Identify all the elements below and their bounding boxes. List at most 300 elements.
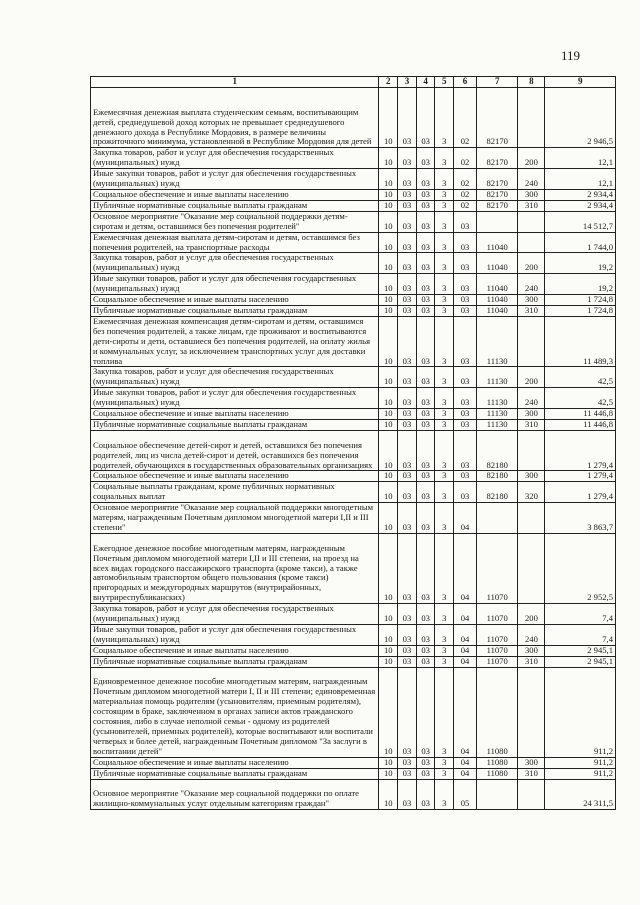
direction-cell — [476, 779, 518, 810]
table-row — [91, 779, 616, 810]
measure-cell: 03 — [454, 232, 477, 253]
direction-cell: 82170 — [476, 200, 518, 211]
subprogram-cell: 3 — [435, 419, 454, 430]
section-cell: 10 — [379, 190, 398, 201]
section-cell: 10 — [379, 503, 398, 534]
subprogram-cell: 3 — [435, 779, 454, 810]
table-body — [91, 88, 616, 810]
row-name-cell: Публичные нормативные социальные выплаты гражданам — [91, 305, 379, 316]
section-cell: 10 — [379, 388, 398, 409]
direction-cell: 82180 — [476, 471, 518, 482]
direction-cell: 11130 — [476, 409, 518, 420]
section-cell: 10 — [379, 645, 398, 656]
program-cell: 03 — [416, 367, 435, 388]
section-cell: 10 — [379, 200, 398, 211]
subsection-cell: 03 — [398, 367, 417, 388]
program-cell: 03 — [416, 148, 435, 169]
row-name-cell: Основное мероприятие "Оказание мер социальной поддержки многодетным матерям, награжденным Почетным дипломом многодетной матери I,II и III степени" — [91, 503, 379, 534]
table-row — [91, 482, 616, 503]
header-cell: 4 — [416, 77, 435, 88]
expense-type-cell — [518, 779, 545, 810]
amount-cell: 42,5 — [545, 388, 616, 409]
program-cell: 03 — [416, 295, 435, 306]
amount-cell: 1 279,4 — [545, 482, 616, 503]
expense-type-cell: 300 — [518, 471, 545, 482]
direction-cell: 82180 — [476, 482, 518, 503]
section-cell: 10 — [379, 169, 398, 190]
subprogram-cell: 3 — [435, 388, 454, 409]
row-name-cell: Социальное обеспечение и иные выплаты населению — [91, 471, 379, 482]
table-row — [91, 419, 616, 430]
subprogram-cell: 3 — [435, 253, 454, 274]
section-cell: 10 — [379, 667, 398, 757]
table-row — [91, 503, 616, 534]
subsection-cell: 03 — [398, 200, 417, 211]
program-cell: 03 — [416, 419, 435, 430]
measure-cell: 02 — [454, 190, 477, 201]
amount-cell: 1 744,0 — [545, 232, 616, 253]
program-cell: 03 — [416, 409, 435, 420]
row-name-cell: Публичные нормативные социальные выплаты гражданам — [91, 768, 379, 779]
subsection-cell: 03 — [398, 604, 417, 625]
measure-cell: 03 — [454, 409, 477, 420]
subsection-cell: 03 — [398, 625, 417, 646]
subprogram-cell: 3 — [435, 667, 454, 757]
header-cell: 9 — [545, 77, 616, 88]
amount-cell: 911,2 — [545, 757, 616, 768]
measure-cell: 03 — [454, 211, 477, 232]
row-name-cell: Социальное обеспечение и иные выплаты населению — [91, 190, 379, 201]
direction-cell: 11040 — [476, 305, 518, 316]
direction-cell: 11080 — [476, 768, 518, 779]
table-row — [91, 604, 616, 625]
amount-cell: 11 489,3 — [545, 316, 616, 367]
amount-cell: 7,4 — [545, 604, 616, 625]
measure-cell: 03 — [454, 253, 477, 274]
direction-cell: 11040 — [476, 253, 518, 274]
expense-type-cell: 320 — [518, 482, 545, 503]
measure-cell: 04 — [454, 757, 477, 768]
measure-cell: 04 — [454, 604, 477, 625]
row-name-cell: Публичные нормативные социальные выплаты гражданам — [91, 200, 379, 211]
row-name-cell: Публичные нормативные социальные выплаты гражданам — [91, 656, 379, 667]
measure-cell: 03 — [454, 367, 477, 388]
header-cell: 6 — [454, 77, 477, 88]
amount-cell: 19,2 — [545, 253, 616, 274]
table-row — [91, 295, 616, 306]
header-cell: 5 — [435, 77, 454, 88]
section-cell: 10 — [379, 232, 398, 253]
table-row — [91, 656, 616, 667]
measure-cell: 02 — [454, 88, 477, 148]
header-cell: 8 — [518, 77, 545, 88]
direction-cell: 82170 — [476, 169, 518, 190]
section-cell: 10 — [379, 768, 398, 779]
program-cell: 03 — [416, 656, 435, 667]
program-cell: 03 — [416, 768, 435, 779]
row-name-cell: Ежемесячная денежная выплата студенческим семьям, воспитывающим детей, среднедушевой доход которых не превышает среднедушевого денежного дохода в Республике Мордовия, в размере величины прожиточного минимума, установленной в Республике Мордовия для детей — [91, 88, 379, 148]
table-row — [91, 211, 616, 232]
row-name-cell: Иные закупки товаров, работ и услуг для обеспечения государственных (муниципальных) нужд — [91, 274, 379, 295]
amount-cell: 2 945,1 — [545, 656, 616, 667]
expense-type-cell: 200 — [518, 604, 545, 625]
amount-cell: 11 446,8 — [545, 409, 616, 420]
row-name-cell: Иные закупки товаров, работ и услуг для обеспечения государственных (муниципальных) нужд — [91, 169, 379, 190]
expense-type-cell: 300 — [518, 645, 545, 656]
direction-cell: 11070 — [476, 533, 518, 603]
direction-cell: 11070 — [476, 604, 518, 625]
header-cell: 3 — [398, 77, 417, 88]
section-cell: 10 — [379, 419, 398, 430]
table-row — [91, 388, 616, 409]
row-name-cell: Ежегодное денежное пособие многодетным матерям, награжденным Почетным дипломом многодетной матери I,II и III степени, на проезд на всех видах городского пассажирского транспорта (кроме такси), а также автомобильным транспортом общего пользования (кроме такси) пригородных и междугородных маршрутов (внутрирайонных, внутриреспубликанских) — [91, 533, 379, 603]
expense-type-cell: 310 — [518, 768, 545, 779]
amount-cell: 1 279,4 — [545, 430, 616, 471]
subsection-cell: 03 — [398, 169, 417, 190]
subsection-cell: 03 — [398, 274, 417, 295]
amount-cell: 2 945,1 — [545, 645, 616, 656]
program-cell: 03 — [416, 211, 435, 232]
subsection-cell: 03 — [398, 316, 417, 367]
program-cell: 03 — [416, 503, 435, 534]
section-cell: 10 — [379, 409, 398, 420]
expense-type-cell: 200 — [518, 148, 545, 169]
program-cell: 03 — [416, 200, 435, 211]
subprogram-cell: 3 — [435, 503, 454, 534]
row-name-cell: Ежемесячная денежная компенсация детям-сиротам и детям, оставшимся без попечения родителей, а также лицам, где проживают и воспитываются дети-сироты и дети, оставшиеся без попечения родителей, на оплату жилья и коммунальных услуг, за исключением транспортных услуг для доставки топлива — [91, 316, 379, 367]
measure-cell: 04 — [454, 533, 477, 603]
subprogram-cell: 3 — [435, 316, 454, 367]
table-row — [91, 430, 616, 471]
subprogram-cell: 3 — [435, 295, 454, 306]
table-row — [91, 232, 616, 253]
section-cell: 10 — [379, 274, 398, 295]
direction-cell: 11070 — [476, 645, 518, 656]
subprogram-cell: 3 — [435, 190, 454, 201]
section-cell: 10 — [379, 656, 398, 667]
amount-cell: 42,5 — [545, 367, 616, 388]
section-cell: 10 — [379, 779, 398, 810]
subprogram-cell: 3 — [435, 169, 454, 190]
measure-cell: 03 — [454, 388, 477, 409]
table-row — [91, 316, 616, 367]
subprogram-cell: 3 — [435, 604, 454, 625]
direction-cell: 82170 — [476, 148, 518, 169]
measure-cell: 04 — [454, 503, 477, 534]
measure-cell: 04 — [454, 656, 477, 667]
program-cell: 03 — [416, 253, 435, 274]
section-cell: 10 — [379, 148, 398, 169]
amount-cell: 1 724,8 — [545, 305, 616, 316]
expense-type-cell — [518, 232, 545, 253]
expense-type-cell — [518, 533, 545, 603]
measure-cell: 02 — [454, 169, 477, 190]
subsection-cell: 03 — [398, 656, 417, 667]
row-name-cell: Социальное обеспечение и иные выплаты населению — [91, 295, 379, 306]
amount-cell: 2 946,5 — [545, 88, 616, 148]
section-cell: 10 — [379, 253, 398, 274]
subsection-cell: 03 — [398, 757, 417, 768]
direction-cell: 11130 — [476, 388, 518, 409]
section-cell: 10 — [379, 482, 398, 503]
subsection-cell: 03 — [398, 430, 417, 471]
program-cell: 03 — [416, 232, 435, 253]
table-row — [91, 169, 616, 190]
measure-cell: 05 — [454, 779, 477, 810]
subprogram-cell: 3 — [435, 656, 454, 667]
table-row — [91, 367, 616, 388]
section-cell: 10 — [379, 471, 398, 482]
subprogram-cell: 3 — [435, 471, 454, 482]
section-cell: 10 — [379, 625, 398, 646]
row-name-cell: Основное мероприятие "Оказание мер социальной поддержки детям-сиротам и детям, оставшимся без попечения родителей" — [91, 211, 379, 232]
program-cell: 03 — [416, 305, 435, 316]
subsection-cell: 03 — [398, 232, 417, 253]
subsection-cell: 03 — [398, 305, 417, 316]
amount-cell: 2 952,5 — [545, 533, 616, 603]
measure-cell: 03 — [454, 274, 477, 295]
program-cell: 03 — [416, 471, 435, 482]
expense-type-cell: 200 — [518, 367, 545, 388]
subsection-cell: 03 — [398, 409, 417, 420]
table-row — [91, 274, 616, 295]
header-cell: 7 — [476, 77, 518, 88]
subsection-cell: 03 — [398, 503, 417, 534]
expense-type-cell — [518, 211, 545, 232]
expense-type-cell: 310 — [518, 656, 545, 667]
subsection-cell: 03 — [398, 295, 417, 306]
subsection-cell: 03 — [398, 88, 417, 148]
subprogram-cell: 3 — [435, 430, 454, 471]
table-row — [91, 471, 616, 482]
table-header-row — [91, 77, 616, 88]
program-cell: 03 — [416, 482, 435, 503]
row-name-cell: Публичные нормативные социальные выплаты гражданам — [91, 419, 379, 430]
program-cell: 03 — [416, 604, 435, 625]
amount-cell: 1 724,8 — [545, 295, 616, 306]
measure-cell: 03 — [454, 482, 477, 503]
table-row — [91, 190, 616, 201]
program-cell: 03 — [416, 667, 435, 757]
header-cell: 1 — [91, 77, 379, 88]
row-name-cell: Основное мероприятие "Оказание мер социальной поддержки по оплате жилищно-коммунальных услуг отдельным категориям граждан" — [91, 779, 379, 810]
subprogram-cell: 3 — [435, 305, 454, 316]
subsection-cell: 03 — [398, 419, 417, 430]
program-cell: 03 — [416, 388, 435, 409]
expense-type-cell: 300 — [518, 409, 545, 420]
direction-cell: 82170 — [476, 88, 518, 148]
row-name-cell: Закупка товаров, работ и услуг для обеспечения государственных (муниципальных) нужд — [91, 604, 379, 625]
subprogram-cell: 3 — [435, 757, 454, 768]
subsection-cell: 03 — [398, 667, 417, 757]
measure-cell: 02 — [454, 148, 477, 169]
table-row — [91, 757, 616, 768]
subprogram-cell: 3 — [435, 409, 454, 420]
row-name-cell: Единовременное денежное пособие многодетным матерям, награжденным Почетным дипломом многодетной матери I, II и III степени; единовременная материальная помощь родителям (усыновителям, приемным родителям), состоящим в браке, заключенном в органах записи актов гражданского состояния, либо в случае неполной семьи - одному из родителей (усыновителей, приемных родителей), которые воспитывают или воспитали четверых и более детей, награжденным Почетным дипломом "За заслуги в воспитании детей" — [91, 667, 379, 757]
table-row — [91, 625, 616, 646]
expense-type-cell: 240 — [518, 169, 545, 190]
table-row — [91, 305, 616, 316]
table-row — [91, 533, 616, 603]
expense-type-cell: 200 — [518, 253, 545, 274]
row-name-cell: Иные закупки товаров, работ и услуг для обеспечения государственных (муниципальных) нужд — [91, 388, 379, 409]
row-name-cell: Иные закупки товаров, работ и услуг для обеспечения государственных (муниципальных) нужд — [91, 625, 379, 646]
subprogram-cell: 3 — [435, 768, 454, 779]
expense-type-cell: 300 — [518, 295, 545, 306]
amount-cell: 24 311,5 — [545, 779, 616, 810]
direction-cell: 11040 — [476, 232, 518, 253]
amount-cell: 3 863,7 — [545, 503, 616, 534]
expense-type-cell: 300 — [518, 190, 545, 201]
subsection-cell: 03 — [398, 471, 417, 482]
direction-cell: 11130 — [476, 367, 518, 388]
section-cell: 10 — [379, 305, 398, 316]
subprogram-cell: 3 — [435, 645, 454, 656]
program-cell: 03 — [416, 757, 435, 768]
budget-table — [90, 76, 616, 810]
subsection-cell: 03 — [398, 388, 417, 409]
measure-cell: 03 — [454, 295, 477, 306]
row-name-cell: Социальное обеспечение и иные выплаты населению — [91, 645, 379, 656]
expense-type-cell — [518, 667, 545, 757]
measure-cell: 03 — [454, 419, 477, 430]
expense-type-cell — [518, 430, 545, 471]
row-name-cell: Закупка товаров, работ и услуг для обеспечения государственных (муниципальных) нужд — [91, 148, 379, 169]
table-row — [91, 88, 616, 148]
row-name-cell: Социальные выплаты гражданам, кроме публичных нормативных социальных выплат — [91, 482, 379, 503]
subsection-cell: 03 — [398, 779, 417, 810]
program-cell: 03 — [416, 430, 435, 471]
measure-cell: 02 — [454, 200, 477, 211]
subprogram-cell: 3 — [435, 88, 454, 148]
program-cell: 03 — [416, 169, 435, 190]
section-cell: 10 — [379, 533, 398, 603]
direction-cell: 11130 — [476, 316, 518, 367]
amount-cell: 7,4 — [545, 625, 616, 646]
expense-type-cell: 240 — [518, 625, 545, 646]
amount-cell: 911,2 — [545, 768, 616, 779]
program-cell: 03 — [416, 625, 435, 646]
amount-cell: 1 279,4 — [545, 471, 616, 482]
program-cell: 03 — [416, 316, 435, 367]
direction-cell — [476, 211, 518, 232]
table-row — [91, 409, 616, 420]
amount-cell: 12,1 — [545, 169, 616, 190]
subprogram-cell: 3 — [435, 232, 454, 253]
subprogram-cell: 3 — [435, 148, 454, 169]
section-cell: 10 — [379, 211, 398, 232]
expense-type-cell: 240 — [518, 388, 545, 409]
subsection-cell: 03 — [398, 768, 417, 779]
expense-type-cell: 310 — [518, 419, 545, 430]
direction-cell: 11080 — [476, 667, 518, 757]
section-cell: 10 — [379, 430, 398, 471]
subsection-cell: 03 — [398, 253, 417, 274]
amount-cell: 2 934,4 — [545, 200, 616, 211]
table-row — [91, 667, 616, 757]
row-name-cell: Социальное обеспечение и иные выплаты населению — [91, 409, 379, 420]
measure-cell: 03 — [454, 316, 477, 367]
measure-cell: 03 — [454, 430, 477, 471]
direction-cell — [476, 503, 518, 534]
direction-cell: 82170 — [476, 190, 518, 201]
amount-cell: 12,1 — [545, 148, 616, 169]
program-cell: 03 — [416, 190, 435, 201]
direction-cell: 11130 — [476, 419, 518, 430]
subprogram-cell: 3 — [435, 200, 454, 211]
direction-cell: 82180 — [476, 430, 518, 471]
subprogram-cell: 3 — [435, 482, 454, 503]
subsection-cell: 03 — [398, 148, 417, 169]
expense-type-cell — [518, 316, 545, 367]
table-row — [91, 645, 616, 656]
subsection-cell: 03 — [398, 645, 417, 656]
row-name-cell: Социальное обеспечение и иные выплаты населению — [91, 757, 379, 768]
subprogram-cell: 3 — [435, 625, 454, 646]
section-cell: 10 — [379, 367, 398, 388]
subsection-cell: 03 — [398, 190, 417, 201]
direction-cell: 11070 — [476, 625, 518, 646]
row-name-cell: Закупка товаров, работ и услуг для обеспечения государственных (муниципальных) нужд — [91, 253, 379, 274]
expense-type-cell: 310 — [518, 305, 545, 316]
measure-cell: 03 — [454, 305, 477, 316]
section-cell: 10 — [379, 757, 398, 768]
row-name-cell: Закупка товаров, работ и услуг для обеспечения государственных (муниципальных) нужд — [91, 367, 379, 388]
table-row — [91, 200, 616, 211]
amount-cell: 2 934,4 — [545, 190, 616, 201]
table-row — [91, 148, 616, 169]
expense-type-cell — [518, 88, 545, 148]
section-cell: 10 — [379, 88, 398, 148]
measure-cell: 03 — [454, 471, 477, 482]
program-cell: 03 — [416, 779, 435, 810]
subsection-cell: 03 — [398, 211, 417, 232]
page-number: 119 — [561, 48, 581, 63]
row-name-cell: Ежемесячная денежная выплата детям-сиротам и детям, оставшимся без попечения родителей, на транспортные расходы — [91, 232, 379, 253]
measure-cell: 04 — [454, 625, 477, 646]
expense-type-cell — [518, 503, 545, 534]
subprogram-cell: 3 — [435, 533, 454, 603]
expense-type-cell: 300 — [518, 757, 545, 768]
measure-cell: 04 — [454, 645, 477, 656]
program-cell: 03 — [416, 274, 435, 295]
section-cell: 10 — [379, 604, 398, 625]
section-cell: 10 — [379, 316, 398, 367]
program-cell: 03 — [416, 88, 435, 148]
direction-cell: 11080 — [476, 757, 518, 768]
subprogram-cell: 3 — [435, 367, 454, 388]
subsection-cell: 03 — [398, 482, 417, 503]
subsection-cell: 03 — [398, 533, 417, 603]
table-row — [91, 768, 616, 779]
subprogram-cell: 3 — [435, 274, 454, 295]
header-cell: 2 — [379, 77, 398, 88]
program-cell: 03 — [416, 645, 435, 656]
amount-cell: 11 446,8 — [545, 419, 616, 430]
expense-type-cell: 240 — [518, 274, 545, 295]
amount-cell: 19,2 — [545, 274, 616, 295]
amount-cell: 14 512,7 — [545, 211, 616, 232]
measure-cell: 04 — [454, 768, 477, 779]
row-name-cell: Социальное обеспечение детей-сирот и детей, оставшихся без попечения родителей, лиц из числа детей-сирот и детей, оставшихся без попечения родителей, обучающихся в государственных образовательных организациях — [91, 430, 379, 471]
section-cell: 10 — [379, 295, 398, 306]
direction-cell: 11040 — [476, 274, 518, 295]
measure-cell: 04 — [454, 667, 477, 757]
direction-cell: 11040 — [476, 295, 518, 306]
program-cell: 03 — [416, 533, 435, 603]
expense-type-cell: 310 — [518, 200, 545, 211]
amount-cell: 911,2 — [545, 667, 616, 757]
